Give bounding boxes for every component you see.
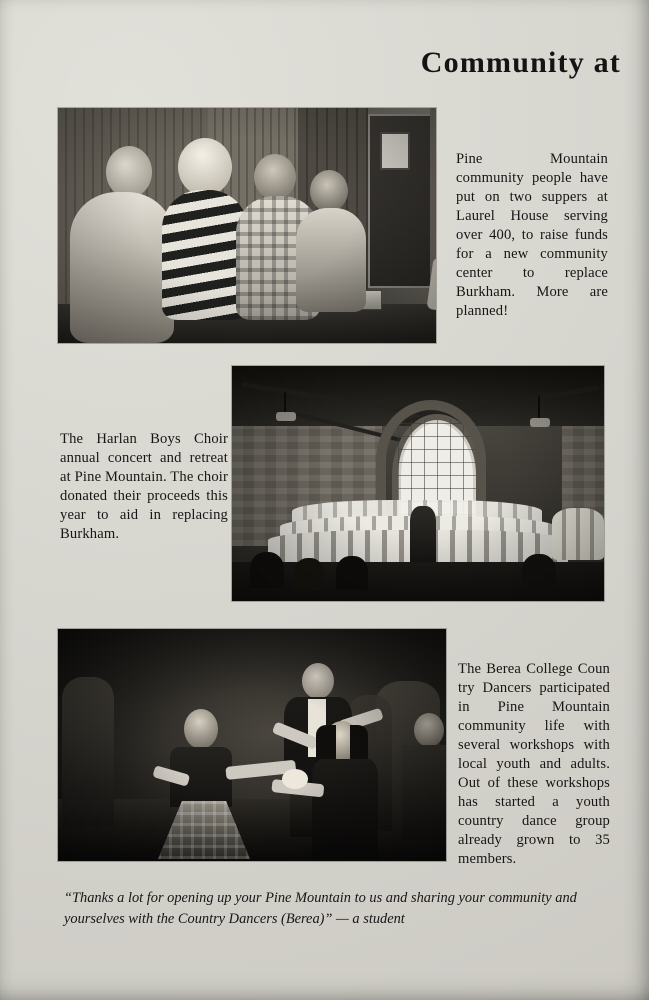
dancers-caption: The Berea College Coun try Dancers participated in Pine Mountain community life with several workshops with local youth and adults. Out of these workshops has started a youth country dance group already grown to 35 members.: [458, 661, 610, 867]
choir-caption: The Harlan Boys Choir annual concert and retreat at Pine Mountain. The choir donated their proceeds this year to aid in replacing Burkham.: [60, 431, 228, 542]
supper-caption: Pine Mountain community people have put on two suppers at Laurel House serving over 400, to raise funds for a new community center to replace Burkham. More are planned!: [456, 151, 608, 319]
harlan-boys-choir-chapel-photo: [232, 366, 604, 601]
student-pullquote: “Thanks a lot for opening up your Pine Mountain to us and sharing your community and yourselves with the Country Dancers (Berea)” — a student: [64, 890, 577, 927]
supper-serving-line-photo: [58, 108, 436, 343]
country-dancers-photo: [58, 629, 446, 861]
page-title: Community at: [420, 46, 621, 79]
